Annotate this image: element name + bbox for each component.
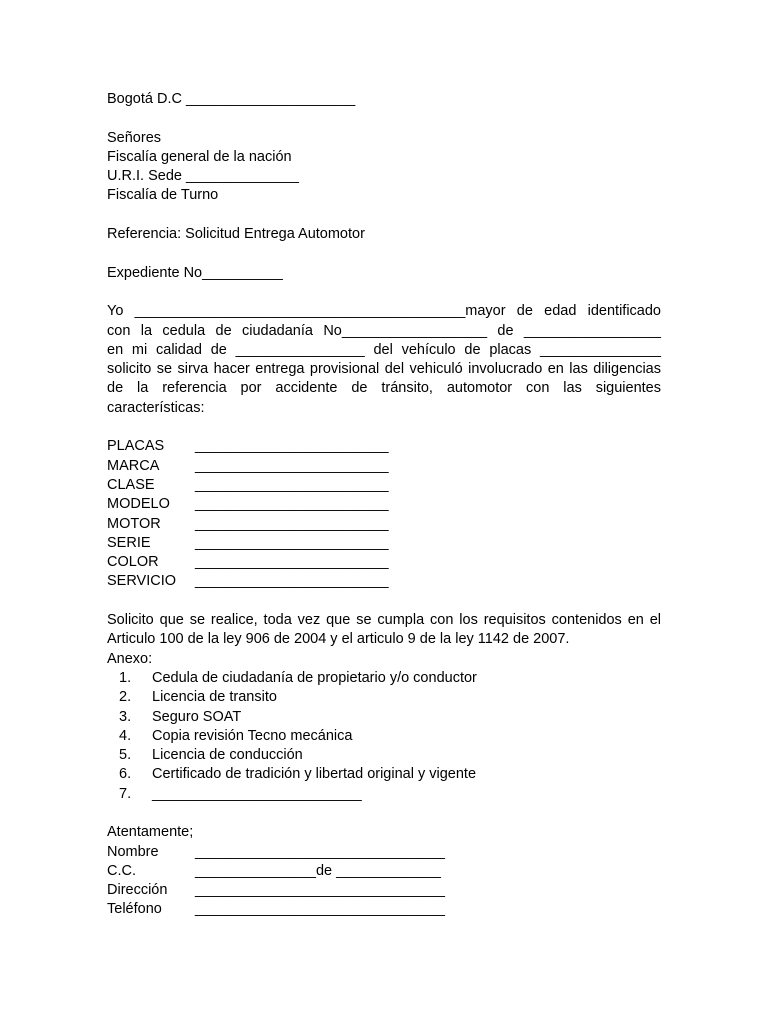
list-item [107, 669, 661, 688]
vehicle-field-row [107, 476, 661, 495]
letter-body [107, 90, 661, 920]
body-line-4: solicito se sirva hacer entrega provisional del vehiculó involucrado en las diligencias [107, 361, 661, 378]
body-line-6: características: [107, 399, 205, 416]
addressee-line-1: Señores [107, 129, 162, 146]
signature-field-blank: _______________________________ [195, 843, 445, 860]
vehicle-field-blank: ________________________ [195, 534, 389, 551]
body-line-2: con la cedula de ciudadanía No__________________ de _________________ [107, 322, 661, 339]
vehicle-field-label: MODELO [107, 496, 170, 513]
vehicle-field-row [107, 457, 661, 476]
vehicle-field-label: MOTOR [107, 515, 161, 532]
list-item-number: 4. [119, 727, 132, 744]
addressee-line-3: U.R.I. Sede ______________ [107, 168, 299, 185]
signature-field-label: Nombre [107, 843, 159, 860]
request-line-1: Solicito que se realice, toda vez que se cumpla con los requisitos contenidos en el [107, 612, 661, 629]
signature-field-blank: _______________________________ [195, 882, 445, 899]
list-item-text: Copia revisión Tecno mecánica [152, 727, 353, 744]
list-item-number: 5. [119, 747, 132, 764]
anexo-list [107, 669, 661, 804]
body-line-5: de la referencia por accidente de tránsito, automotor con las siguientes [107, 380, 661, 397]
addressee-block [107, 129, 661, 206]
list-item-text: Cedula de ciudadanía de propietario y/o conductor [152, 669, 477, 686]
vehicle-field-blank: ________________________ [195, 438, 389, 455]
vehicle-field-label: SERVICIO [107, 573, 177, 590]
signature-field-blank: _______________________________ [195, 901, 445, 918]
vehicle-field-blank: ________________________ [195, 515, 389, 532]
list-item-text: Seguro SOAT [152, 708, 242, 725]
vehicle-field-blank: ________________________ [195, 573, 389, 590]
vehicle-field-label: MARCA [107, 457, 160, 474]
body-line-3: en mi calidad de ________________ del vehículo de placas _______________ [107, 341, 661, 358]
list-item [107, 727, 661, 746]
vehicle-field-blank: ________________________ [195, 476, 389, 493]
signature-field-blank: _______________de _____________ [195, 862, 441, 879]
vehicle-field-blank: ________________________ [195, 496, 389, 513]
vehicle-field-row [107, 495, 661, 514]
signature-field-row [107, 843, 661, 862]
list-item-number: 7. [119, 785, 132, 802]
vehicle-field-label: COLOR [107, 554, 159, 571]
vehicle-field-label: PLACAS [107, 438, 165, 455]
closing-salutation: Atentamente; [107, 824, 194, 841]
vehicle-field-row [107, 437, 661, 456]
list-item-text: Licencia de transito [152, 689, 277, 706]
list-item-number: 1. [119, 669, 132, 686]
list-item-text: __________________________ [152, 785, 362, 802]
body-line-1: Yo _________________________________________mayor de edad identificado [107, 303, 661, 320]
list-item-text: Licencia de conducción [152, 747, 303, 764]
list-item [107, 708, 661, 727]
vehicle-field-blank: ________________________ [195, 457, 389, 474]
addressee-line-2: Fiscalía general de la nación [107, 148, 292, 165]
expediente-line: Expediente No__________ [107, 264, 283, 281]
signature-field-label: C.C. [107, 862, 136, 879]
list-item [107, 746, 661, 765]
vehicle-field-row [107, 534, 661, 553]
signature-field-row [107, 900, 661, 919]
list-item [107, 688, 661, 707]
signature-field-row [107, 881, 661, 900]
city-date-line: Bogotá D.C _____________________ [107, 91, 356, 107]
vehicle-field-row [107, 515, 661, 534]
list-item [107, 785, 661, 804]
body-paragraph [107, 302, 661, 418]
signature-field-row [107, 862, 661, 881]
list-item [107, 765, 661, 784]
request-paragraph [107, 611, 661, 650]
list-item-number: 3. [119, 708, 132, 725]
list-item-text: Certificado de tradición y libertad original y vigente [152, 766, 477, 783]
signature-fields [107, 843, 661, 920]
vehicle-field-row [107, 553, 661, 572]
vehicle-field-label: CLASE [107, 476, 155, 493]
vehicle-field-label: SERIE [107, 534, 151, 551]
list-item-number: 2. [119, 689, 132, 706]
signature-field-label: Dirección [107, 882, 168, 899]
vehicle-field-row [107, 572, 661, 591]
reference-line: Referencia: Solicitud Entrega Automotor [107, 226, 365, 243]
signature-field-label: Teléfono [107, 901, 162, 918]
anexo-title: Anexo: [107, 650, 153, 667]
vehicle-fields [107, 437, 661, 591]
list-item-number: 6. [119, 766, 132, 783]
request-line-2: Articulo 100 de la ley 906 de 2004 y el articulo 9 de la ley 1142 de 2007. [107, 631, 570, 648]
addressee-line-4: Fiscalía de Turno [107, 187, 219, 204]
vehicle-field-blank: ________________________ [195, 554, 389, 571]
